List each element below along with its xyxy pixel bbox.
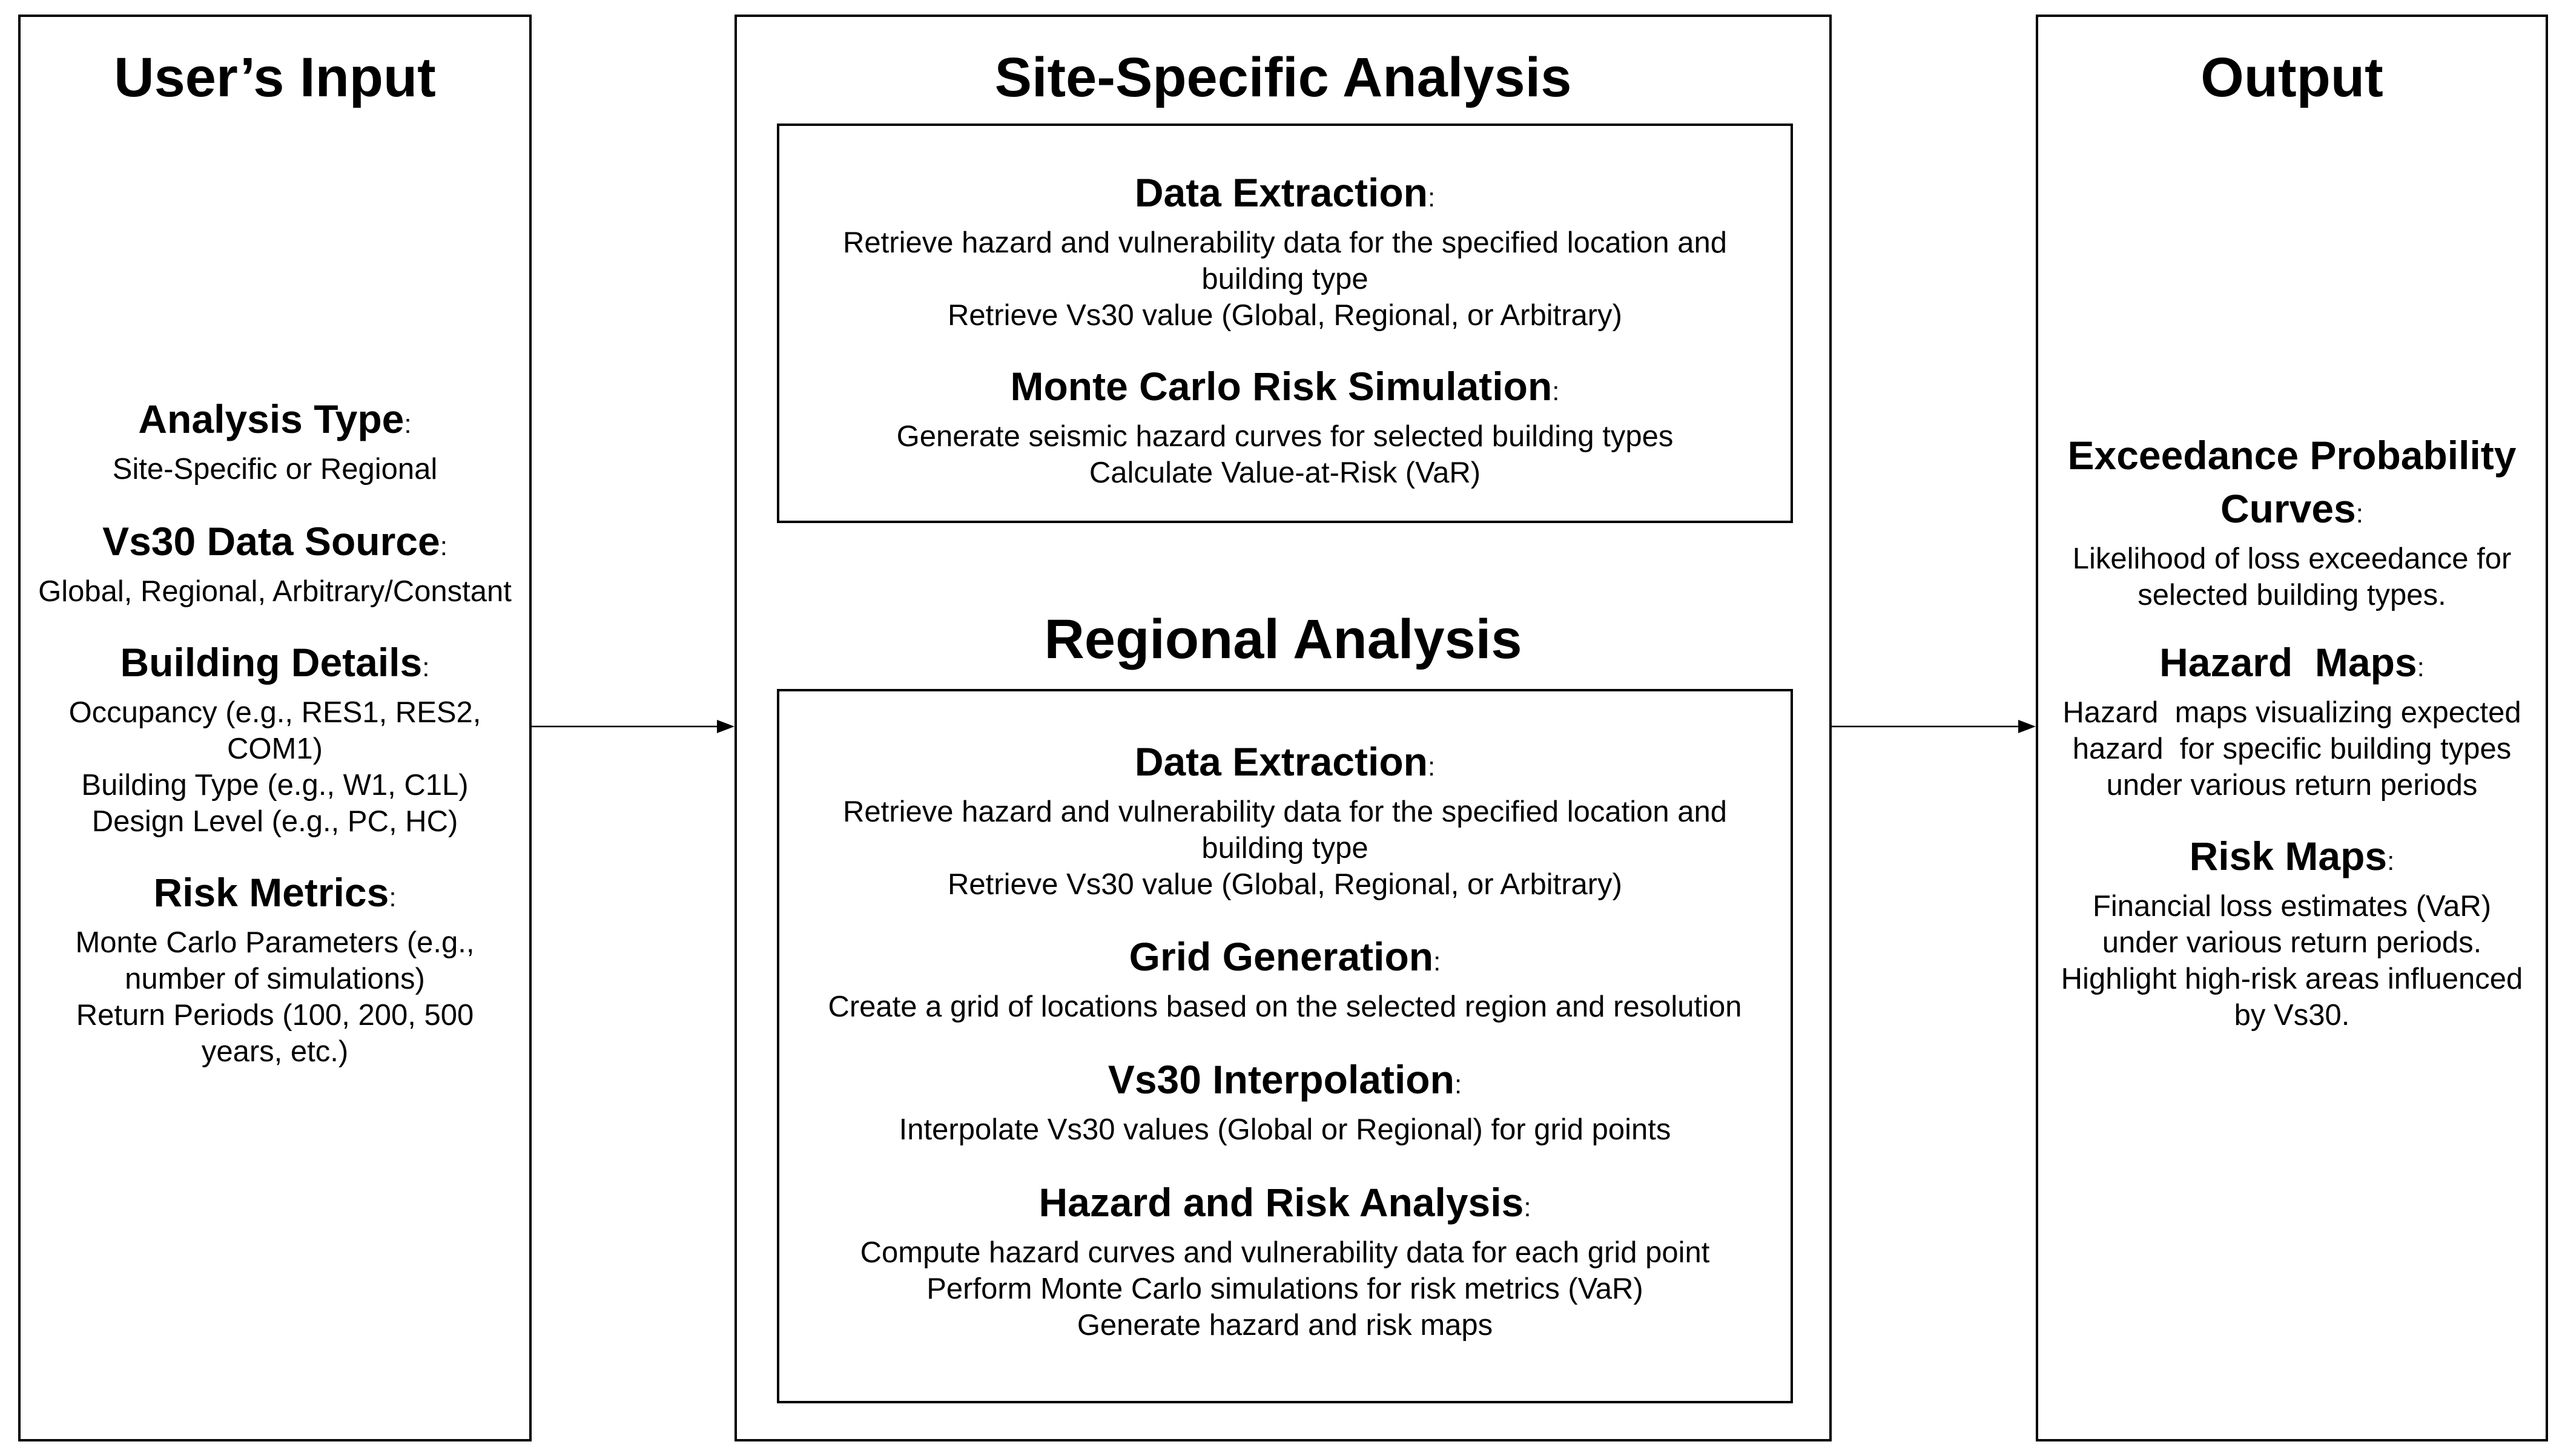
section-heading: Vs30 Data Source <box>102 519 440 564</box>
section-line: Highlight high-risk areas influenced <box>2061 963 2523 995</box>
section-line: Likelihood of loss exceedance for <box>2072 542 2512 575</box>
section-line: Retrieve hazard and vulnerability data for the specified location and <box>843 226 1727 259</box>
section-line: Occupancy (e.g., RES1, RES2, <box>68 696 481 729</box>
site-section-monte-carlo: Monte Carlo Risk Simulation: Generate seismic hazard curves for selected building types Calculate Value-at-Risk (VaR) <box>779 360 1791 491</box>
output-section-risk-maps: Risk Maps: Financial loss estimates (VaR) under various return periods. Highlight high-risk areas influenced by Vs30. <box>2038 829 2546 1033</box>
site-specific-title: Site-Specific Analysis <box>994 47 1572 108</box>
section-line: Financial loss estimates (VaR) <box>2092 890 2492 923</box>
output-section-exceedance: Exceedance Probability Curves: Likelihood of loss exceedance for selected building types. <box>2038 429 2546 613</box>
section-line: Site-Specific or Regional <box>112 453 438 486</box>
section-line: COM1) <box>227 733 323 765</box>
regional-section-data-extraction: Data Extraction: Retrieve hazard and vulnerability data for the specified location and building type Retrieve Vs30 value (Global, Regional, or Arbitrary) <box>779 735 1791 903</box>
input-panel <box>18 15 532 1441</box>
input-section-building-details: Building Details: Occupancy (e.g., RES1, RES2, COM1) Building Type (e.g., W1, C1L) Design Level (e.g., PC, HC) <box>21 636 529 840</box>
section-line: Building Type (e.g., W1, C1L) <box>81 769 469 802</box>
section-line: years, etc.) <box>201 1035 349 1068</box>
output-panel <box>2036 15 2548 1441</box>
section-line: Retrieve Vs30 value (Global, Regional, or Arbitrary) <box>948 868 1622 901</box>
output-title: Output <box>2200 47 2383 108</box>
section-heading: Risk Maps <box>2189 834 2388 878</box>
section-line: selected building types. <box>2138 579 2446 611</box>
section-heading: Data Extraction <box>1134 739 1428 784</box>
section-line: number of simulations) <box>125 963 425 995</box>
section-heading: Risk Metrics <box>153 870 389 915</box>
section-heading: Exceedance Probability <box>2067 433 2517 478</box>
input-section-risk-metrics: Risk Metrics: Monte Carlo Parameters (e.g., number of simulations) Return Periods (100, 200, 500 years, etc.) <box>21 866 529 1070</box>
input-section-vs30-source: Vs30 Data Source: Global, Regional, Arbitrary/Constant <box>21 515 529 610</box>
section-heading: Analysis Type <box>138 397 404 441</box>
section-line: Retrieve Vs30 value (Global, Regional, or Arbitrary) <box>948 299 1622 332</box>
input-section-analysis-type: Analysis Type: Site-Specific or Regional <box>21 392 529 487</box>
section-heading: Curves <box>2220 486 2356 531</box>
section-line: Generate seismic hazard curves for selected building types <box>896 420 1674 453</box>
section-line: Calculate Value-at-Risk (VaR) <box>1089 456 1481 489</box>
section-line: Interpolate Vs30 values (Global or Regional) for grid points <box>899 1113 1671 1146</box>
regional-box <box>777 689 1793 1403</box>
section-line: Compute hazard curves and vulnerability data for each grid point <box>860 1236 1710 1269</box>
section-line: under various return periods <box>2106 769 2478 802</box>
input-to-analysis-arrow-icon <box>532 714 735 739</box>
section-line: Monte Carlo Parameters (e.g., <box>75 926 475 959</box>
section-line: building type <box>1201 263 1368 295</box>
section-line: Design Level (e.g., PC, HC) <box>91 805 458 838</box>
input-title: User’s Input <box>114 47 436 108</box>
regional-section-vs30-interpolation: Vs30 Interpolation: Interpolate Vs30 values (Global or Regional) for grid points <box>779 1053 1791 1148</box>
section-heading: Building Details <box>120 640 423 685</box>
site-specific-box <box>777 124 1793 523</box>
section-line: Generate hazard and risk maps <box>1077 1309 1493 1342</box>
regional-section-hazard-risk: Hazard and Risk Analysis: Compute hazard curves and vulnerability data for each grid point Perform Monte Carlo simulations for risk metrics (VaR) Generate hazard and risk maps <box>779 1176 1791 1343</box>
section-line: by Vs30. <box>2234 999 2350 1032</box>
section-heading: Data Extraction <box>1134 170 1428 215</box>
analysis-to-output-arrow-icon <box>1832 714 2036 739</box>
analysis-panel <box>735 15 1832 1441</box>
section-line: Hazard maps visualizing expected <box>2062 696 2521 729</box>
section-line: under various return periods. <box>2102 926 2482 959</box>
section-line: Create a grid of locations based on the selected region and resolution <box>828 990 1742 1023</box>
section-line: Perform Monte Carlo simulations for risk metrics (VaR) <box>926 1273 1643 1305</box>
section-line: Global, Regional, Arbitrary/Constant <box>38 575 512 608</box>
section-heading: Hazard Maps <box>2159 640 2417 685</box>
section-heading: Grid Generation <box>1129 934 1434 979</box>
output-section-hazard-maps: Hazard Maps: Hazard maps visualizing expected hazard for specific building types under various return periods <box>2038 636 2546 803</box>
section-heading: Hazard and Risk Analysis <box>1038 1180 1524 1225</box>
section-line: building type <box>1201 832 1368 865</box>
regional-title: Regional Analysis <box>1044 608 1522 670</box>
site-section-data-extraction: Data Extraction: Retrieve hazard and vulnerability data for the specified location and building type Retrieve Vs30 value (Global, Regional, or Arbitrary) <box>779 166 1791 334</box>
section-line: Return Periods (100, 200, 500 <box>76 999 474 1032</box>
section-heading: Vs30 Interpolation <box>1108 1057 1454 1102</box>
section-line: Retrieve hazard and vulnerability data for the specified location and <box>843 796 1727 828</box>
section-line: hazard for specific building types <box>2072 733 2512 765</box>
regional-section-grid-generation: Grid Generation: Create a grid of locations based on the selected region and resolution <box>779 930 1791 1025</box>
section-heading: Monte Carlo Risk Simulation <box>1010 364 1553 409</box>
